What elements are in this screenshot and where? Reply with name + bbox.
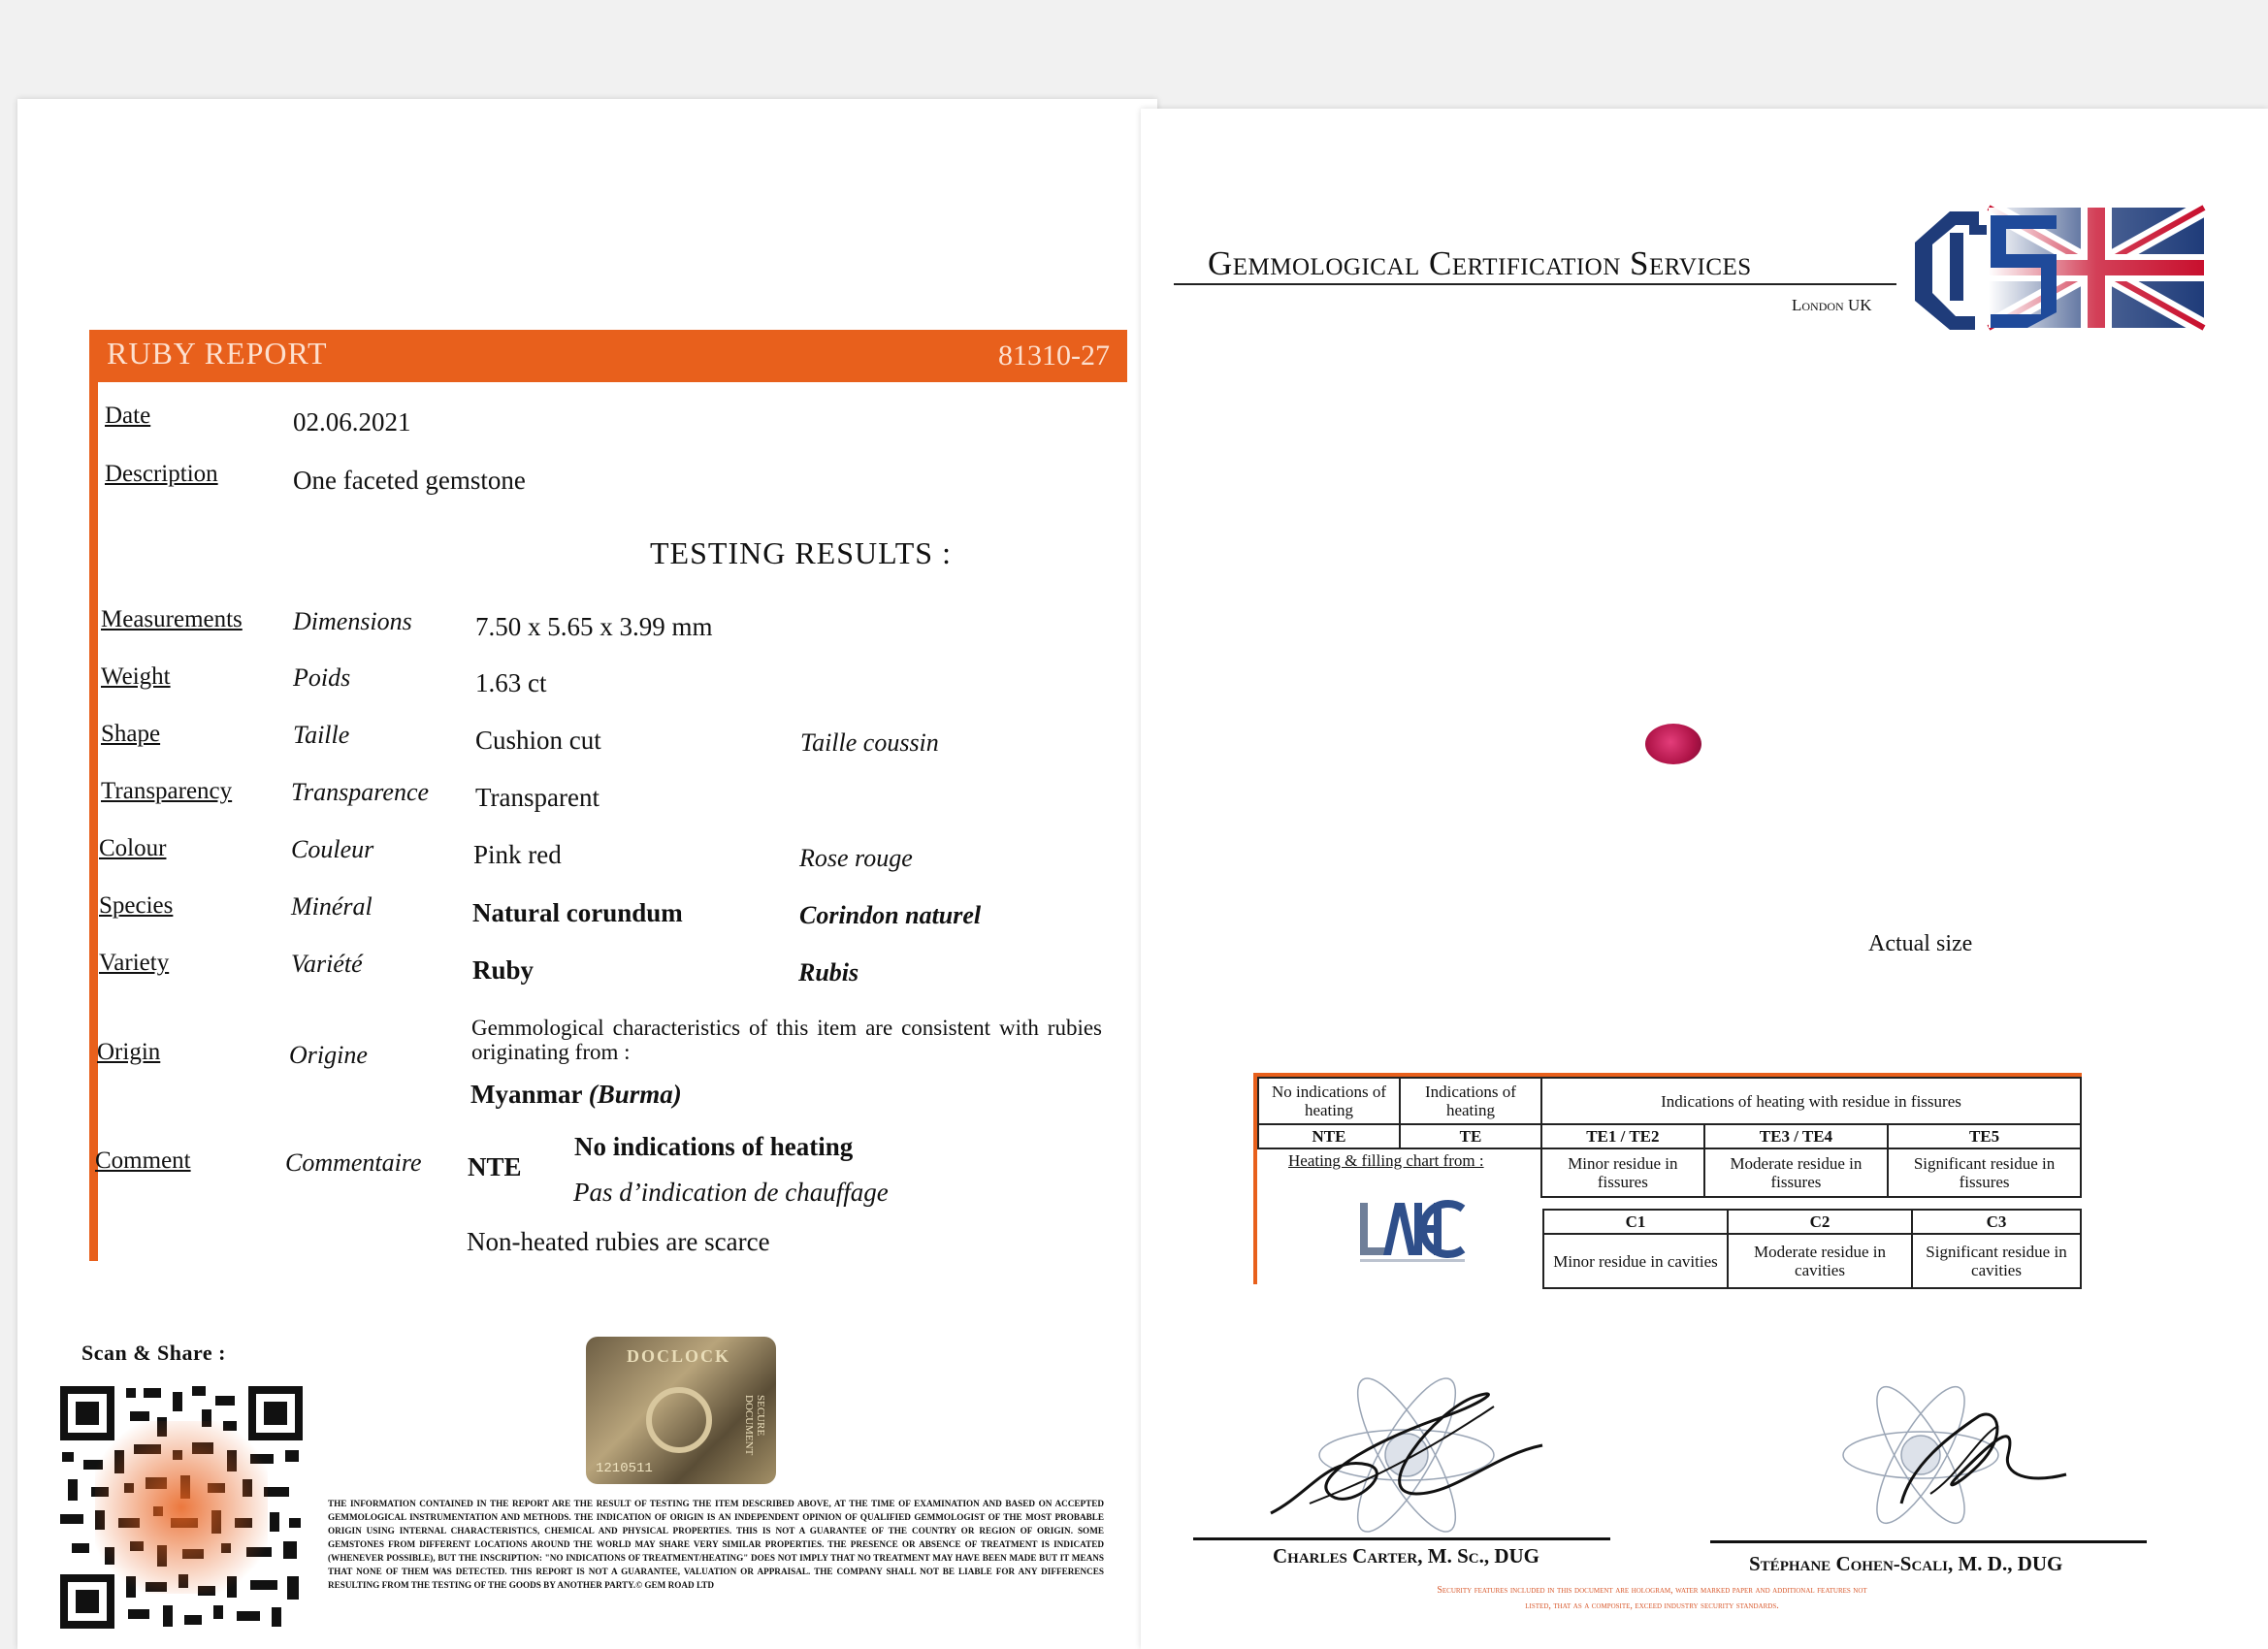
signature-2 [1814, 1377, 2086, 1552]
species-fr-label: Minéral [291, 892, 373, 921]
signature-1-name: Charles Carter, M. Sc., DUG [1273, 1544, 1539, 1568]
date-value: 02.06.2021 [293, 407, 411, 436]
colour-fr-label: Couleur [291, 835, 374, 863]
origin-country-name: Myanmar [470, 1080, 582, 1109]
fissure-code-1: TE1 / TE2 [1541, 1124, 1704, 1148]
species-fr-value: Corindon naturel [799, 901, 982, 929]
signature-1 [1251, 1348, 1581, 1542]
comment-note: Non-heated rubies are scarce [467, 1227, 770, 1256]
measurements-fr-label: Dimensions [293, 607, 412, 635]
comment-code: NTE [468, 1152, 522, 1181]
weight-value: 1.63 ct [475, 668, 547, 697]
transparency-label: Transparency [101, 778, 233, 804]
cavity-desc-3: Significant residue in cavities [1912, 1234, 2081, 1288]
comment-fr-label: Commentaire [285, 1148, 422, 1177]
measurements-label: Measurements [101, 606, 243, 632]
colour-fr-value: Rose rouge [799, 844, 913, 872]
chart-from-label: Heating & filling chart from : [1288, 1151, 1484, 1170]
comment-value: No indications of heating [574, 1132, 854, 1161]
variety-fr-value: Rubis [798, 958, 859, 986]
shape-label: Shape [101, 721, 161, 747]
certifier-location: London UK [1792, 296, 1872, 314]
origin-text: Gemmological characteristics of this item are consistent with rubies originating from : [471, 1016, 1102, 1064]
weight-label: Weight [101, 663, 171, 690]
report-header-bar [89, 330, 1127, 382]
variety-fr-label: Variété [291, 950, 363, 978]
transparency-value: Transparent [475, 783, 599, 812]
hologram-text: SECURE DOCUMENT [743, 1395, 766, 1456]
cavity-code-2: C2 [1728, 1210, 1912, 1234]
lock-icon [646, 1387, 712, 1453]
comment-fr-value: Pas d’indication de chauffage [573, 1178, 889, 1207]
cavity-desc-1: Minor residue in cavities [1543, 1234, 1728, 1288]
lmhc-logo-icon [1358, 1199, 1467, 1267]
gem-photo-caption: Actual size [1868, 931, 1973, 956]
qr-code[interactable] [56, 1382, 307, 1633]
gem-photo [1645, 724, 1701, 764]
colour-label: Colour [99, 835, 167, 861]
nte-header: No indications of heating [1258, 1078, 1400, 1124]
cavity-chart-table [1542, 1209, 2082, 1289]
nte-code: NTE [1258, 1124, 1400, 1148]
shape-fr-label: Taille [293, 721, 350, 749]
comment-label: Comment [95, 1148, 191, 1174]
description-label: Description [105, 461, 218, 487]
report-title: RUBY REPORT [107, 336, 328, 371]
signature-2-line [1710, 1540, 2147, 1543]
shape-fr-value: Taille coussin [800, 728, 939, 757]
cavity-code-1: C1 [1543, 1210, 1728, 1234]
date-label: Date [105, 403, 151, 429]
heating-chart-table [1257, 1077, 2082, 1198]
variety-label: Variety [99, 950, 170, 976]
fissure-code-2: TE3 / TE4 [1704, 1124, 1888, 1148]
measurements-value: 7.50 x 5.65 x 3.99 mm [475, 612, 713, 641]
origin-country-alt: (Burma) [588, 1080, 682, 1109]
doclock-hologram [586, 1337, 776, 1484]
residue-header: Indications of heating with residue in fissures [1541, 1078, 2081, 1124]
colour-value: Pink red [473, 840, 562, 869]
variety-value: Ruby [472, 955, 535, 985]
signature-2-name: Stéphane Cohen-Scali, M. D., DUG [1749, 1552, 2063, 1575]
gcs-logo [1911, 204, 2207, 332]
transparency-fr-label: Transparence [291, 778, 430, 806]
fissure-desc-3: Significant residue in fissures [1888, 1148, 2081, 1197]
hologram-brand: DOCLOCK [627, 1346, 731, 1366]
description-value: One faceted gemstone [293, 466, 526, 495]
cavity-desc-2: Moderate residue in cavities [1728, 1234, 1912, 1288]
te-header: Indications of heating [1400, 1078, 1541, 1124]
certifier-name: Gemmological Certification Services [1208, 244, 1752, 282]
origin-label: Origin [97, 1039, 161, 1065]
cavity-code-3: C3 [1912, 1210, 2081, 1234]
fissure-desc-2: Moderate residue in fissures [1704, 1148, 1888, 1197]
lab-logo [1358, 1199, 1467, 1267]
report-disclaimer: THE INFORMATION CONTAINED IN THE REPORT ARE THE RESULT OF TESTING THE ITEM DESCRIBED ABOVE, AT THE TIME OF EXAMINATION AND BASED ON ACCEPTED GEMMOLOGICAL INSTRUMENTATION AND METHODS. THE INDICATION OF ORIGIN IS AN INDEPENDENT OPINION OF QUALIFIED GEMMOLOGIST OF THE MOST PROBABLE ORIGIN USING INTERNAL CHARACTERISTICS, CHEMICAL AND PHYSICAL PROPERTIES. THIS IS NOT A GUARANTEE OF THE COUNTRY OR REGION OF ORIGIN. SOME GEMSTONES FROM DIFFERENT LOCATIONS AROUND THE WORLD MAY SHARE VERY SIMILAR PROPERTIES. THE PRESENCE OR ABSENCE OF TREATMENT IS INDICATED (WHENEVER POSSIBLE), BUT THE INSCRIPTION: "NO INDICATIONS OF TREATMENT/HEATING" DOES NOT IMPLY THAT NO TREATMENT MAY HAVE BEEN MADE BUT IT MEANS THAT NONE OF THEM WAS DETECTED. THIS REPORT IS NOT A GUARANTEE, VALUATION OR APPRAISAL. THE COMPANY SHALL NOT BE LIABLE FOR ANY DIFFERENCES RESULTING FROM THE TESTING OF THE GOODS BY ANOTHER PARTY.© GEM ROAD LTD [328, 1499, 1104, 1590]
fissure-desc-1: Minor residue in fissures [1541, 1148, 1704, 1197]
origin-country [470, 1080, 682, 1110]
report-side-rule [89, 382, 98, 1261]
fissure-code-3: TE5 [1888, 1124, 2081, 1148]
weight-fr-label: Poids [293, 663, 351, 692]
species-label: Species [99, 892, 174, 919]
shape-value: Cushion cut [475, 726, 601, 755]
testing-results-title: TESTING RESULTS : [650, 535, 952, 570]
signature-1-line [1193, 1537, 1610, 1540]
report-number: 81310-27 [998, 340, 1110, 372]
security-note: Security features included in this document are hologram, water marked paper and additional features not listed, that as a composite, exceed industry security standards. [1437, 1585, 1867, 1611]
hologram-code: 1210511 [596, 1461, 653, 1476]
te-code: TE [1400, 1124, 1541, 1148]
certifier-rule [1174, 283, 1896, 285]
scan-share-label: Scan & Share : [81, 1341, 226, 1365]
species-value: Natural corundum [472, 898, 683, 927]
origin-fr-label: Origine [289, 1041, 368, 1069]
